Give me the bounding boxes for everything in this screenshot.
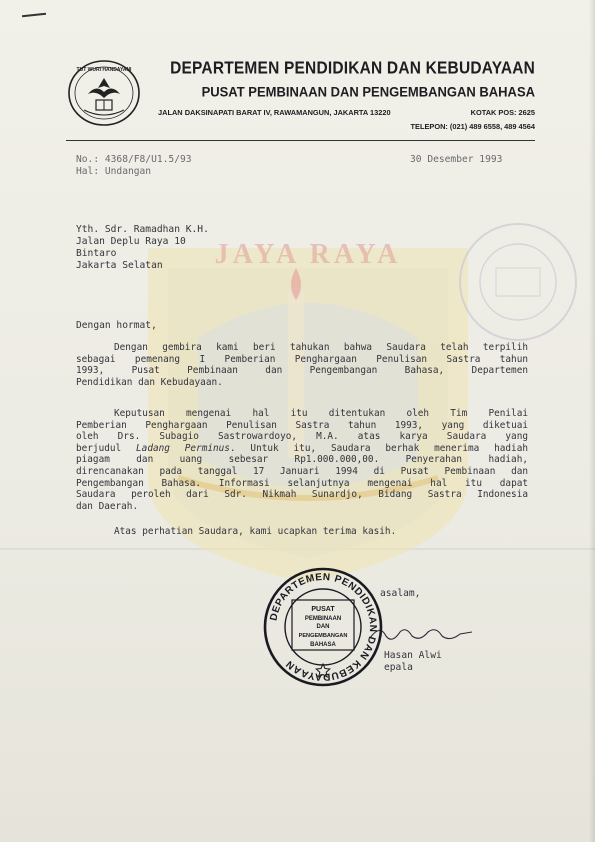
recipient-line-3: Bintaro bbox=[76, 248, 117, 259]
seal-center-4: PENGEMBANGAN bbox=[298, 633, 348, 639]
letter-number: No.: 4368/F8/U1.5/93 bbox=[76, 154, 192, 165]
paragraph-2-line: oleh Drs. Subagio Sastrowardoyo, M.A. atas karya Saudara yang bbox=[76, 431, 528, 443]
paragraph-2-line: piagam dan uang sebesar Rp1.000.000,00. Penyerahan hadiah, bbox=[76, 454, 528, 466]
logo-motto: TUT WURI HANDAYANI bbox=[76, 67, 132, 73]
tut-wuri-handayani-logo bbox=[66, 58, 142, 128]
letterhead-department: DEPARTEMEN PENDIDIKAN DAN KEBUDAYAAN bbox=[170, 58, 535, 78]
official-seal-stamp bbox=[262, 566, 384, 688]
paragraph-2-line: direncanakan pada tanggal 17 Januari 1994 di Pusat Pembinaan dan bbox=[76, 465, 528, 477]
letterhead-po-box: KOTAK POS: 2625 bbox=[470, 108, 535, 117]
paragraph-1-line: Pendidikan dan Kebudayaan. bbox=[76, 376, 223, 388]
signer-name: Hasan Alwi bbox=[384, 650, 442, 661]
faint-stamp-mark bbox=[456, 220, 580, 344]
work-title: Ladang Perminus bbox=[136, 442, 230, 454]
seal-ring-text: DEPARTEMEN PENDIDIKAN DAN KEBUDAYAAN bbox=[268, 571, 379, 683]
recipient-line-1: Yth. Sdr. Ramadhan K.H. bbox=[76, 224, 209, 235]
paragraph-1-line: Dengan gembira kami beri tahukan bahwa Saudara telah terpilih bbox=[114, 342, 528, 353]
greeting: Dengan hormat, bbox=[76, 320, 157, 331]
paragraph-2 bbox=[76, 408, 528, 512]
closing-line: Atas perhatian Saudara, kami ucapkan terima kasih. bbox=[114, 526, 397, 537]
signature-salutation: asalam, bbox=[380, 588, 421, 599]
paragraph-2-line bbox=[76, 443, 528, 455]
paragraph-1 bbox=[76, 342, 528, 388]
paragraph-1-line: sebagai pemenang I Pemberian Penghargaan Penulisan Sastra tahun bbox=[76, 353, 528, 365]
seal-center-5: BAHASA bbox=[310, 642, 336, 648]
letterhead-divider bbox=[66, 140, 535, 141]
seal-center-1: PUSAT bbox=[311, 606, 335, 613]
letterhead-phone: TELEPON: (021) 489 6558, 489 4564 bbox=[410, 122, 535, 131]
letterhead-address: JALAN DAKSINAPATI BARAT IV, RAWAMANGUN, JAKARTA 13220 bbox=[158, 108, 391, 117]
paragraph-2-line: dan Daerah. bbox=[76, 500, 139, 512]
paragraph-2-line: Keputusan mengenai hal itu ditentukan oleh Tim Penilai bbox=[114, 408, 528, 419]
paper-edge-shadow bbox=[589, 0, 595, 842]
paragraph-2-line: Pengembangan Bahasa. Informasi selanjutnya mengenai hal itu dapat bbox=[76, 477, 528, 489]
recipient-line-4: Jakarta Selatan bbox=[76, 260, 163, 271]
title-suffix: . Untuk itu, Saudara berhak menerima hadiah bbox=[229, 442, 528, 454]
letter-subject: Hal: Undangan bbox=[76, 166, 152, 177]
paragraph-2-line: Saudara peroleh dari Sdr. Nikmah Sunardjo, Bidang Sastra Indonesia bbox=[76, 489, 528, 501]
seal-center-2: PEMBINAAN bbox=[304, 616, 342, 622]
seal-center-3: DAN bbox=[316, 624, 330, 630]
title-prefix: berjudul bbox=[76, 442, 137, 454]
watermark-text: JAYA RAYA bbox=[214, 239, 402, 270]
paragraph-2-line: Pemberian Penghargaan Penulisan Sastra tahun 1993, yang diketuai bbox=[76, 419, 528, 431]
handwritten-signature bbox=[366, 620, 486, 648]
letterhead-center: PUSAT PEMBINAAN DAN PENGEMBANGAN BAHASA bbox=[201, 83, 535, 100]
recipient-line-2: Jalan Deplu Raya 10 bbox=[76, 236, 186, 247]
signer-title: epala bbox=[384, 662, 413, 673]
paragraph-1-line: 1993, Pusat Pembinaan dan Pengembangan Bahasa, Departemen bbox=[76, 365, 528, 377]
letter-date: 30 Desember 1993 bbox=[410, 154, 503, 165]
